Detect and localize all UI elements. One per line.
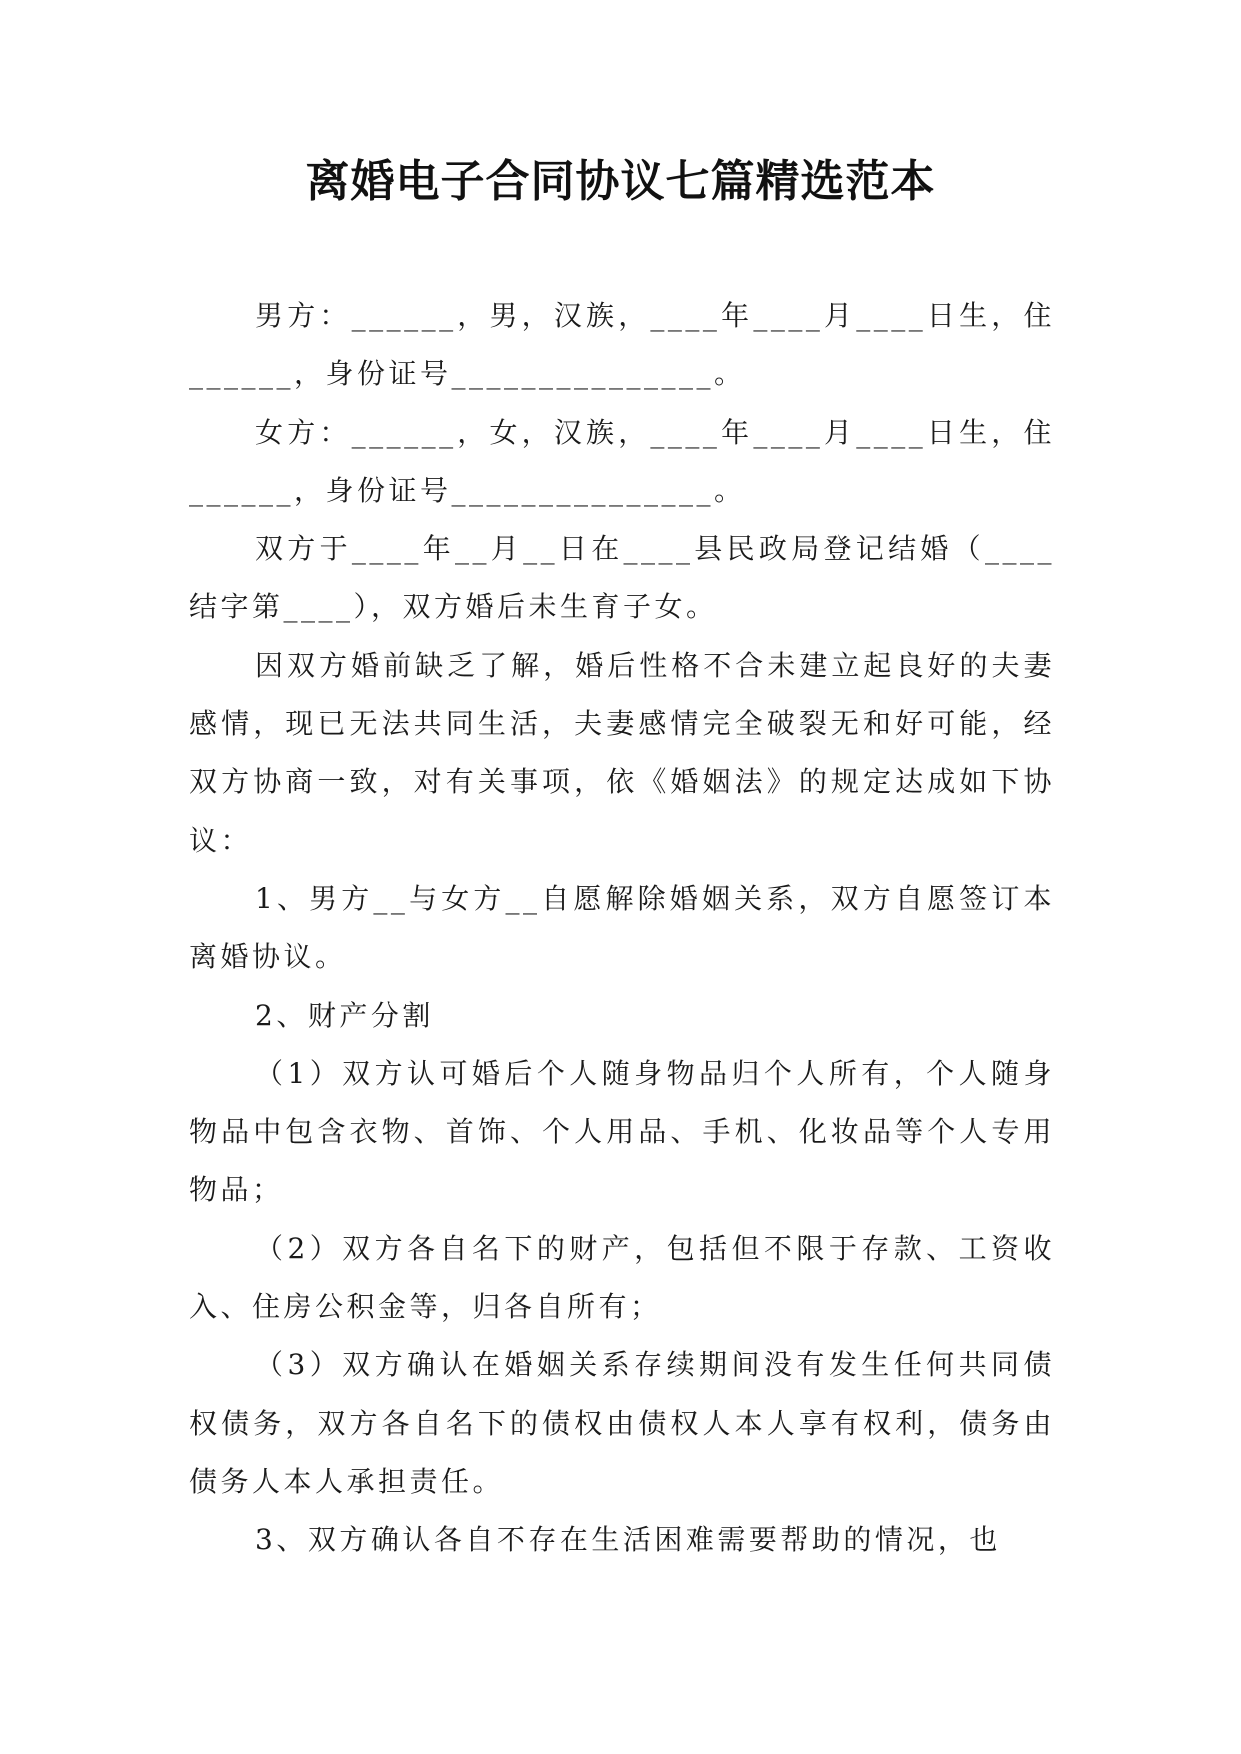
document-body xyxy=(189,287,1055,1570)
document-title: 离婚电子合同协议七篇精选范本 xyxy=(305,156,936,207)
paragraph-female-party: 女方：______，女，汉族，____年____月____日生，住______，身份证号_______________。 xyxy=(189,415,1055,507)
paragraph-male-party: 男方：______，男，汉族，____年____月____日生，住______，身份证号_______________。 xyxy=(189,299,1055,391)
paragraph-clause-2-3: （3）双方确认在婚姻关系存续期间没有发生任何共同债权债务，双方各自名下的债权由债权人本人享有权利，债务由债务人本人承担责任。 xyxy=(189,1348,1055,1498)
paragraph-clause-3: 3、双方确认各自不存在生活困难需要帮助的情况，也 xyxy=(255,1523,1001,1557)
paragraph-clause-2-2: （2）双方各自名下的财产，包括但不限于存款、工资收入、住房公积金等，归各自所有； xyxy=(189,1231,1055,1324)
paragraph-clause-2-heading: 2、财产分割 xyxy=(255,998,434,1032)
paragraph-clause-1: 1、男方__与女方__自愿解除婚姻关系，双方自愿签订本离婚协议。 xyxy=(189,881,1055,974)
paragraph-marriage-registration: 双方于____年__月__日在____县民政局登记结婚（____结字第____），双方婚后未生育子女。 xyxy=(189,532,1055,624)
paragraph-reason: 因双方婚前缺乏了解，婚后性格不合未建立起良好的夫妻感情，现已无法共同生活，夫妻感情完全破裂无和好可能，经双方协商一致，对有关事项，依《婚姻法》的规定达成如下协议： xyxy=(189,648,1055,857)
paragraph-clause-2-1: （1）双方认可婚后个人随身物品归个人所有，个人随身物品中包含衣物、首饰、个人用品、手机、化妆品等个人专用物品； xyxy=(189,1056,1055,1207)
